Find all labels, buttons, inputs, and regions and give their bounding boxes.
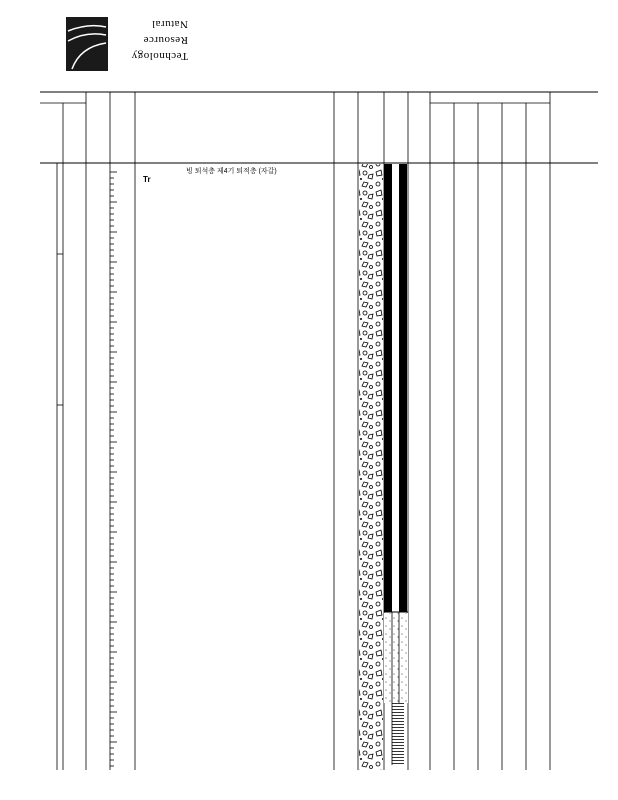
depth-scale-ticks: [110, 172, 117, 766]
soil-description: 빙 퇴석층 제4기 퇴적층 (자갈): [186, 168, 277, 175]
sand-filter-pack: [384, 613, 408, 703]
logo-line-1: Technology: [131, 50, 188, 62]
gravel-lithology-column: [359, 164, 383, 770]
casing-right-bar: [399, 164, 407, 612]
soil-code-label: Tr: [143, 175, 151, 184]
screen-section: [392, 703, 404, 765]
logo-line-3: Natural: [151, 18, 188, 30]
logo-line-2: Resource: [143, 34, 188, 46]
casing-left-bar: [384, 164, 392, 612]
